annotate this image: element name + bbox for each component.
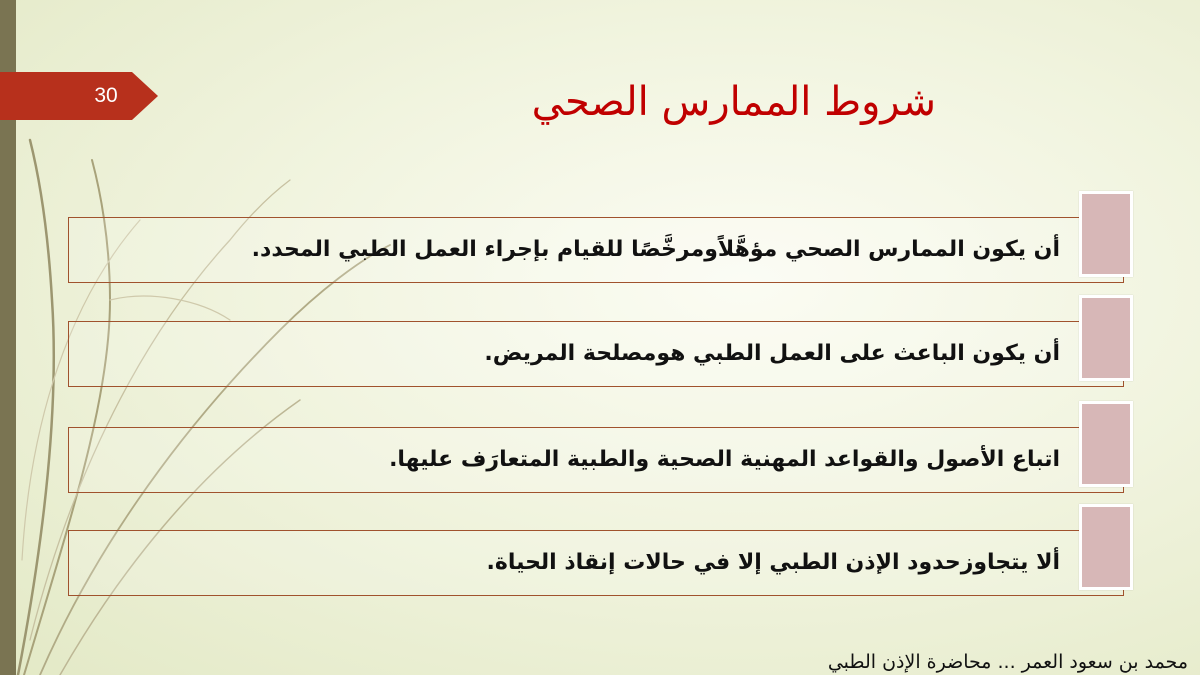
item-text: اتباع الأصول والقواعد المهنية الصحية والطبية المتعارَف عليها. [389, 447, 1060, 472]
list-item [68, 321, 1124, 387]
list-item [68, 530, 1124, 596]
list-item [68, 217, 1124, 283]
item-marker [1079, 401, 1133, 487]
item-text: أن يكون الباعث على العمل الطبي هومصلحة المريض. [484, 341, 1060, 366]
list-item [68, 427, 1124, 493]
item-marker [1079, 191, 1133, 277]
slide-title: شروط الممارس الصحي [531, 79, 936, 125]
item-text: ألا يتجاوزحدود الإذن الطبي إلا في حالات إنقاذ الحياة. [486, 550, 1060, 575]
page-number: 30 [94, 84, 118, 107]
item-marker [1079, 504, 1133, 590]
footer-caption: محمد بن سعود العمر ... محاضرة الإذن الطبي [827, 651, 1188, 673]
item-marker [1079, 295, 1133, 381]
item-text: أن يكون الممارس الصحي مؤهَّلاًومرخَّصًا للقيام بإجراء العمل الطبي المحدد. [251, 237, 1060, 262]
